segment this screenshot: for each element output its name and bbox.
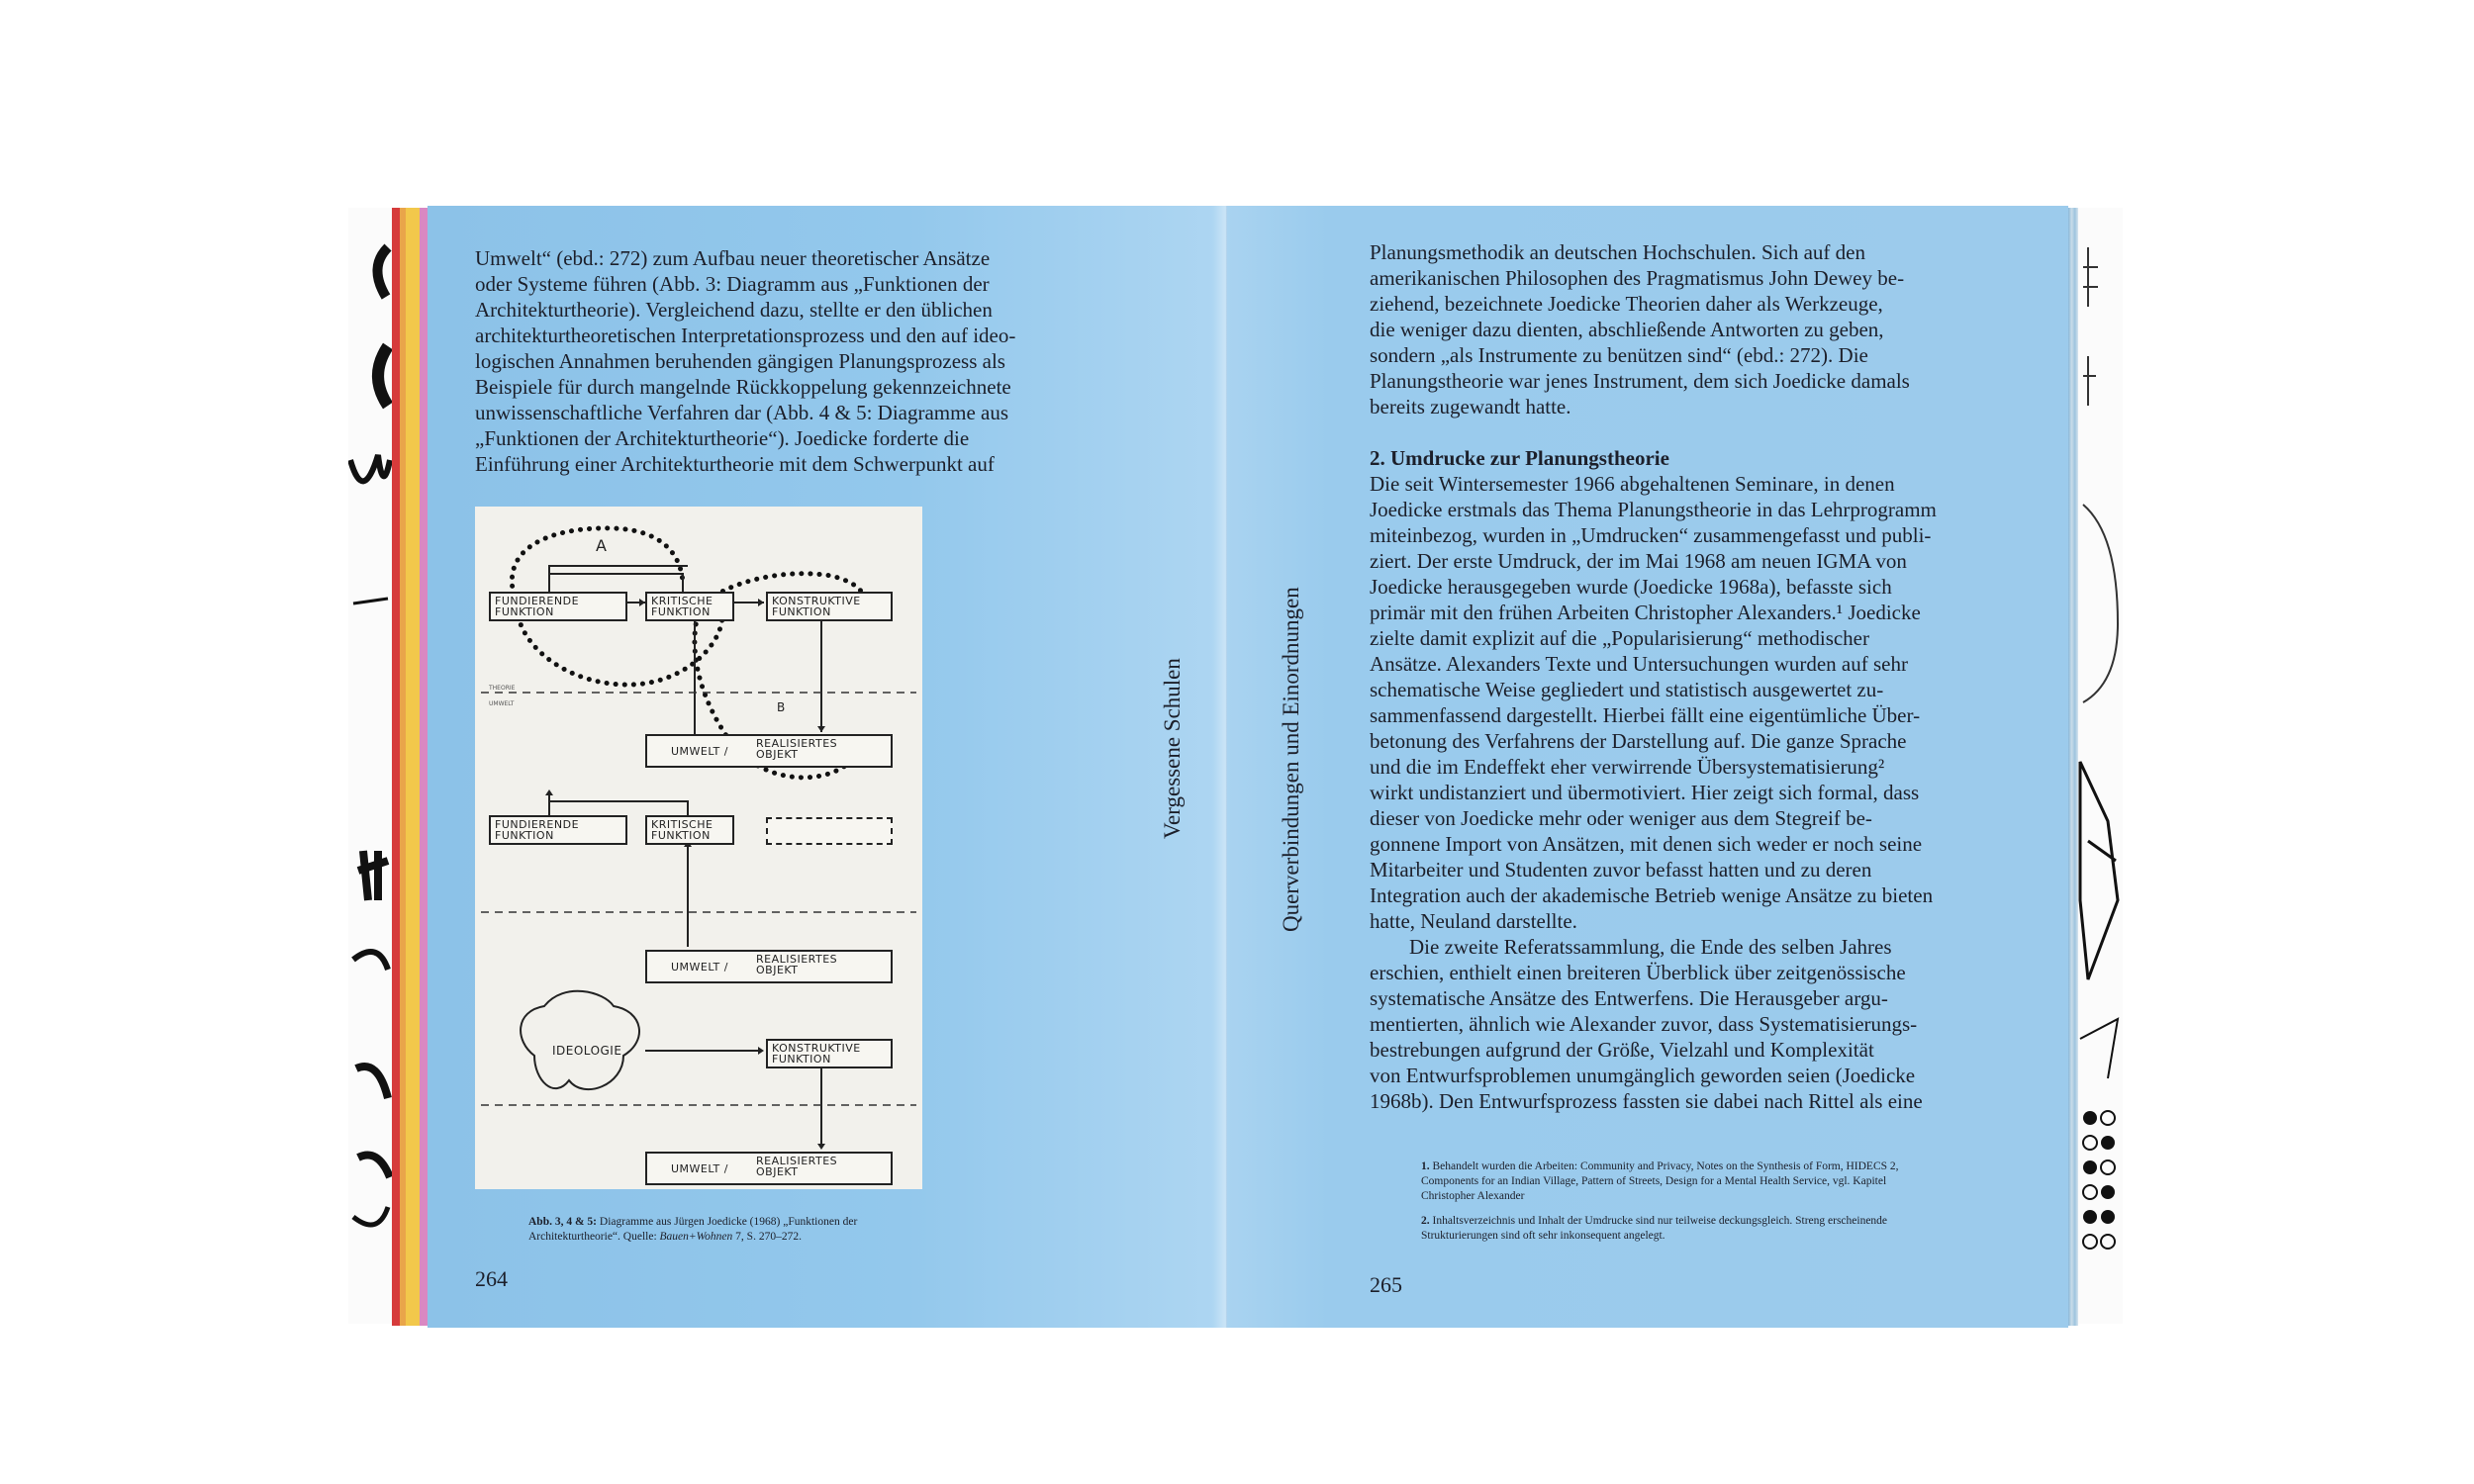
- footnote-line: Behandelt wurden die Arbeiten: Community and Privacy, Notes on the Synthesis of Form, HIDECS 2,: [1432, 1160, 1899, 1172]
- footnote-number: 2.: [1421, 1215, 1430, 1227]
- body-line: primär mit den frühen Arbeiten Christopher Alexanders.¹ Joedicke: [1370, 601, 1921, 624]
- body-line: systematische Ansätze des Entwerfens. Die Herausgeber argu-: [1370, 986, 1888, 1010]
- running-head-left: Vergessene Schulen: [1160, 658, 1185, 839]
- umwelt-objekt-box-2: [645, 950, 893, 983]
- konstruktive-funktion-box-1: KONSTRUKTIVE FUNKTION: [766, 592, 893, 621]
- body-line: dieser von Joedicke mehr oder weniger aus dem Stegreif be-: [1370, 806, 1872, 830]
- body-line: die weniger dazu dienten, abschließende Antworten zu geben,: [1370, 318, 1884, 341]
- page-number-right: 265: [1370, 1272, 1402, 1297]
- body-line: bereits zugewandt hatte.: [1370, 395, 1571, 418]
- body-line: unwissenschaftliche Verfahren dar (Abb. 4 & 5: Diagramme aus: [475, 401, 1009, 424]
- umwelt-small-label: UMWELT: [489, 700, 515, 707]
- empty-dashed-box: [766, 817, 893, 845]
- theorie-label: THEORIE: [489, 685, 516, 692]
- umwelt-objekt-box-3: [645, 1152, 893, 1185]
- body-line: Umwelt“ (ebd.: 272) zum Aufbau neuer theoretischer Ansätze: [475, 246, 991, 270]
- body-line: bestrebungen aufgrund der Größe, Vielzahl und Komplexität: [1370, 1038, 1874, 1062]
- caption-italic: Bauen+Wohnen: [659, 1231, 733, 1243]
- body-line: wirkt undistanziert und übermotiviert. Hier zeigt sich formal, dass: [1370, 781, 1920, 804]
- footnote-number: 1.: [1421, 1160, 1430, 1172]
- running-head-right: Querverbindungen und Einordnungen: [1279, 587, 1303, 932]
- body-line: erschien, enthielt einen breiteren Überblick über zeitgenössische: [1370, 961, 1906, 984]
- fundierende-funktion-box-1: FUNDIERENDE FUNKTION: [489, 592, 627, 621]
- figure-caption: [528, 1215, 944, 1245]
- umwelt-label: UMWELT /: [671, 1162, 728, 1175]
- body-line: oder Systeme führen (Abb. 3: Diagramm aus „Funktionen der: [475, 272, 990, 296]
- konstruktive-funktion-box-3: KONSTRUKTIVE FUNKTION: [766, 1039, 893, 1068]
- fundierende-funktion-box-2: FUNDIERENDE FUNKTION: [489, 815, 627, 845]
- body-line: Die seit Wintersemester 1966 abgehaltenen Seminare, in denen: [1370, 472, 1895, 496]
- body-line: logischen Annahmen beruhenden gängigen Planungsprozess als: [475, 349, 1005, 373]
- body-line: Integration auch der akademische Betrieb wenige Ansätze zu bieten: [1370, 883, 1934, 907]
- realisiertes-label: REALISIERTES OBJEKT: [756, 953, 838, 976]
- body-line: Planungsmethodik an deutschen Hochschulen. Sich auf den: [1370, 240, 1865, 264]
- caption-bold: Abb. 3, 4 & 5:: [528, 1216, 598, 1228]
- body-line: gonnene Import von Ansätzen, mit denen sich weder er noch seine: [1370, 832, 1923, 856]
- edge-strip-right: [2068, 208, 2078, 1326]
- body-line: 1968b). Den Entwurfsprozess fassten sie dabei nach Rittel als eine: [1370, 1089, 1923, 1113]
- body-line: Architekturtheorie). Vergleichend dazu, stellte er den üblichen: [475, 298, 993, 322]
- body-line: Planungstheorie war jenes Instrument, dem sich Joedicke damals: [1370, 369, 1910, 393]
- body-line: architekturtheoretischen Interpretationsprozess und den auf ideo-: [475, 324, 1016, 347]
- body-line: Beispiele für durch mangelnde Rückkoppelung gekennzeichnete: [475, 375, 1011, 399]
- caption-text-2: Architekturtheorie“. Quelle:: [528, 1231, 660, 1243]
- body-line: hatte, Neuland darstellte.: [1370, 909, 1577, 933]
- body-line: mentierten, ähnlich wie Alexander zuvor, dass Systematisierungs-: [1370, 1012, 1918, 1036]
- edge-strip-red: [392, 208, 400, 1326]
- footnote-line: Christopher Alexander: [1421, 1190, 1525, 1202]
- body-line: zielte damit explizit auf die „Popularisierung“ methodischer: [1370, 626, 1869, 650]
- diagram-figure: [475, 507, 922, 1189]
- body-line: von Entwurfsproblemen unumgänglich geworden seien (Joedicke: [1370, 1064, 1916, 1087]
- footnote-line: Components for an Indian Village, Pattern of Streets, Design for a Mental Health Service, vgl. Kapitel: [1421, 1175, 1887, 1187]
- left-body-text: [475, 245, 1108, 477]
- body-line: betonung des Verfahrens der Darstellung auf. Die ganze Sprache: [1370, 729, 1907, 753]
- footnotes: [1421, 1159, 2015, 1244]
- body-line: ziehend, bezeichnete Joedicke Theorien daher als Werkzeuge,: [1370, 292, 1883, 316]
- loop-label-a: A: [596, 536, 608, 555]
- body-line: Die zweite Referatssammlung, die Ende des selben Jahres: [1409, 935, 1892, 959]
- body-line: Joedicke herausgegeben wurde (Joedicke 1968a), befasste sich: [1370, 575, 1892, 599]
- edge-strip-yellow: [406, 208, 420, 1326]
- loop-label-b: B: [777, 700, 786, 714]
- kritische-funktion-box-1: KRITISCHE FUNKTION: [645, 592, 734, 621]
- left-neighbour-illustration: [348, 208, 393, 1324]
- body-line: amerikanischen Philosophen des Pragmatismus John Dewey be-: [1370, 266, 1905, 290]
- footnote-2: [1421, 1214, 2015, 1244]
- umwelt-label: UMWELT /: [671, 745, 728, 758]
- body-line: „Funktionen der Architekturtheorie“). Joedicke forderte die: [475, 426, 970, 450]
- right-neighbour-illustration: [2078, 208, 2123, 1324]
- realisiertes-label: REALISIERTES OBJEKT: [756, 737, 838, 761]
- body-line: und die im Endeffekt eher verwirrende Übersystematisierung²: [1370, 755, 1885, 779]
- right-body-text: [1370, 239, 2003, 1114]
- caption-text-1: Diagramme aus Jürgen Joedicke (1968) „Funktionen der: [597, 1216, 858, 1228]
- kritische-funktion-box-2: KRITISCHE FUNKTION: [645, 815, 734, 845]
- body-line: miteinbezog, wurden in „Umdrucken“ zusammengefasst und publi-: [1370, 523, 1932, 547]
- footnote-line: Inhaltsverzeichnis und Inhalt der Umdrucke sind nur teilweise deckungsgleich. Streng erscheinende: [1432, 1215, 1888, 1227]
- body-line: sondern „als Instrumente zu benützen sind“ (ebd.: 272). Die: [1370, 343, 1868, 367]
- page-number-left: 264: [475, 1266, 508, 1291]
- footnote-1: [1421, 1159, 2015, 1204]
- footnote-line: Strukturierungen sind oft sehr inkonsequent angelegt.: [1421, 1230, 1665, 1242]
- body-line: Mitarbeiter und Studenten zuvor befasst hatten und zu deren: [1370, 858, 1872, 881]
- left-neighbour-page: [348, 208, 393, 1324]
- umwelt-label: UMWELT /: [671, 961, 728, 974]
- ideologie-label: IDEOLOGIE: [552, 1044, 622, 1058]
- body-line: ziert. Der erste Umdruck, der im Mai 1968 am neuen IGMA von: [1370, 549, 1907, 573]
- section-heading: 2. Umdrucke zur Planungstheorie: [1370, 446, 1669, 470]
- edge-strip-pink: [420, 208, 428, 1326]
- body-line: Einführung einer Architekturtheorie mit dem Schwerpunkt auf: [475, 452, 995, 476]
- umwelt-objekt-box-1: [645, 734, 893, 768]
- body-line: Ansätze. Alexanders Texte und Untersuchungen wurden auf sehr: [1370, 652, 1908, 676]
- caption-text-3: 7, S. 270–272.: [732, 1231, 802, 1243]
- body-line: sammenfassend dargestellt. Hierbei fällt eine eigentümliche Über-: [1370, 703, 1921, 727]
- right-neighbour-page: [2078, 208, 2123, 1324]
- body-line: schematische Weise gegliedert und statistisch ausgewertet zu-: [1370, 678, 1884, 701]
- body-line: Joedicke erstmals das Thema Planungstheorie in das Lehrprogramm: [1370, 498, 1937, 521]
- realisiertes-label: REALISIERTES OBJEKT: [756, 1155, 838, 1178]
